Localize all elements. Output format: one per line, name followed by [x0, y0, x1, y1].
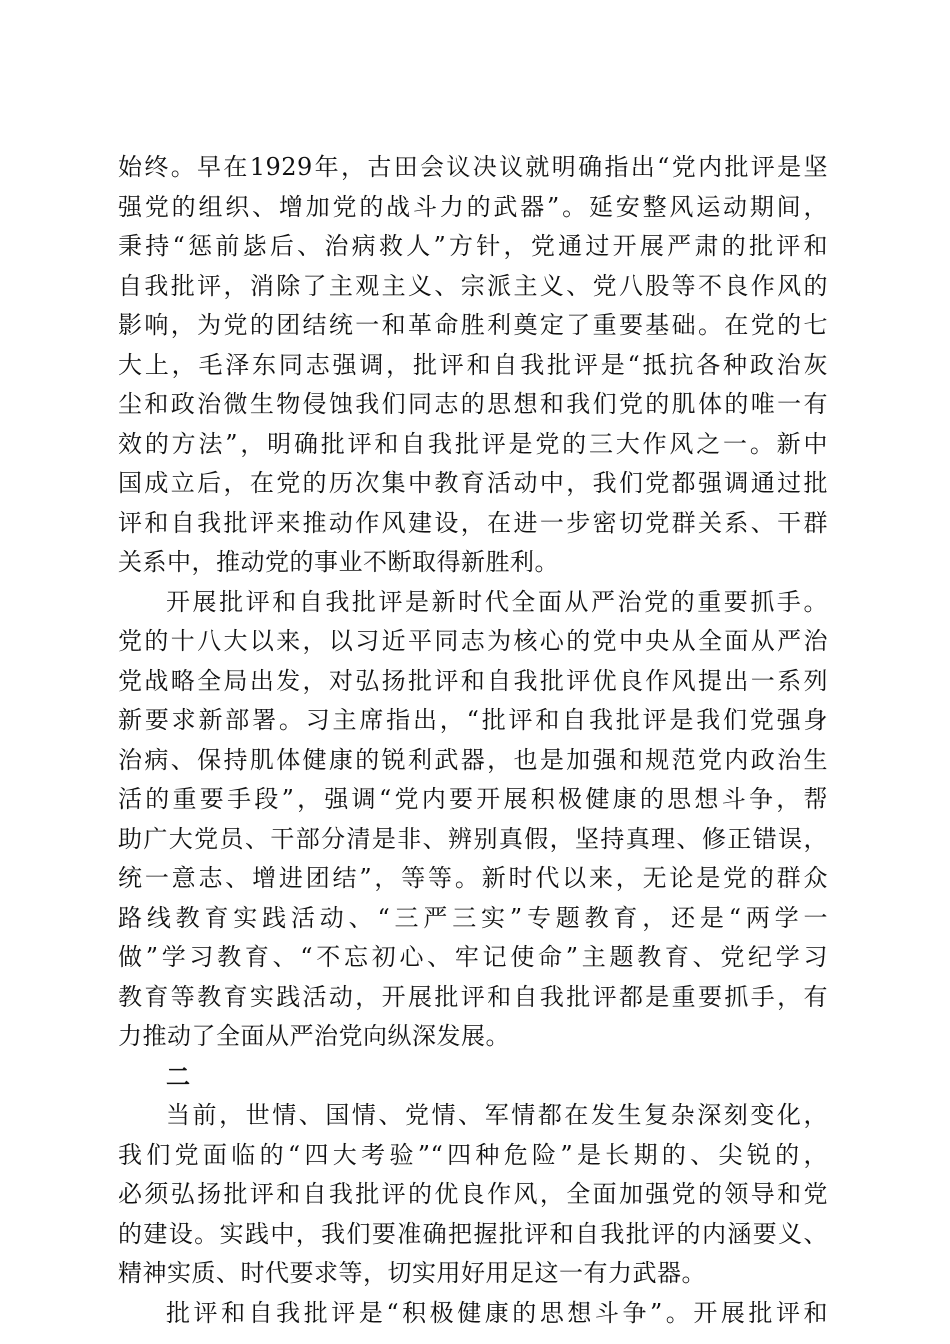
text-line: 尘和政治微生物侵蚀我们同志的思想和我们党的肌体的唯一有 [118, 390, 828, 418]
text-line: 强党的组织、增加党的战斗力的武器”。延安整风运动期间， [118, 192, 828, 221]
text-line: 党的十八大以来，以习近平同志为核心的党中央从全面从严治 [118, 627, 828, 655]
text-line: 治病、保持肌体健康的锐利武器，也是加强和规范党内政治生 [118, 745, 828, 774]
paragraph-start: 批评和自我批评是“积极健康的思想斗争”。开展批评和 [166, 1298, 828, 1327]
text-line: 始终。早在1929年，古田会议决议就明确指出“党内批评是坚 [118, 153, 828, 181]
text-line: 影响，为党的团结统一和革命胜利奠定了重要基础。在党的七 [118, 311, 828, 339]
text-line: 的建设。实践中，我们要准确把握批评和自我批评的内涵要义、 [118, 1219, 828, 1248]
text-line: 我们党面临的“四大考验”“四种危险”是长期的、尖锐的， [118, 1140, 828, 1169]
text-line: 做”学习教育、“不忘初心、牢记使命”主题教育、党纪学习 [118, 943, 828, 971]
text-line: 力推动了全面从严治党向纵深发展。 [118, 1022, 510, 1050]
text-line: 必须弘扬批评和自我批评的优良作风，全面加强党的领导和党 [118, 1180, 828, 1208]
text-line: 秉持“惩前毖后、治病救人”方针，党通过开展严肃的批评和 [118, 232, 828, 260]
text-line: 效的方法”，明确批评和自我批评是党的三大作风之一。新中 [118, 429, 828, 458]
text-line: 党战略全局出发，对弘扬批评和自我批评优良作风提出一系列 [118, 666, 828, 695]
text-line: 自我批评，消除了主观主义、宗派主义、党八股等不良作风的 [118, 271, 828, 300]
section-heading: 二 [166, 1061, 191, 1091]
paragraph-start: 当前，世情、国情、党情、军情都在发生复杂深刻变化， [166, 1101, 828, 1129]
text-line: 新要求新部署。习主席指出，“批评和自我批评是我们党强身 [118, 706, 828, 734]
text-line: 关系中，推动党的事业不断取得新胜利。 [118, 548, 559, 576]
text-line: 评和自我批评来推动作风建设，在进一步密切党群关系、干群 [118, 508, 828, 537]
text-line: 精神实质、时代要求等，切实用好用足这一有力武器。 [118, 1259, 706, 1287]
text-line: 统一意志、增进团结”，等等。新时代以来，无论是党的群众 [118, 864, 828, 892]
paragraph-start: 开展批评和自我批评是新时代全面从严治党的重要抓手。 [166, 587, 828, 616]
text-line: 国成立后，在党的历次集中教育活动中，我们党都强调通过批 [118, 469, 828, 497]
text-line: 大上，毛泽东同志强调，批评和自我批评是“抵抗各种政治灰 [118, 350, 828, 379]
text-line: 助广大党员、干部分清是非、辨别真假，坚持真理、修正错误， [118, 824, 828, 853]
body-text [118, 148, 828, 1333]
text-line: 活的重要手段”，强调“党内要开展积极健康的思想斗争，帮 [118, 785, 828, 813]
text-line: 路线教育实践活动、“三严三实”专题教育，还是“两学一 [118, 903, 828, 932]
text-line: 教育等教育实践活动，开展批评和自我批评都是重要抓手，有 [118, 982, 828, 1011]
